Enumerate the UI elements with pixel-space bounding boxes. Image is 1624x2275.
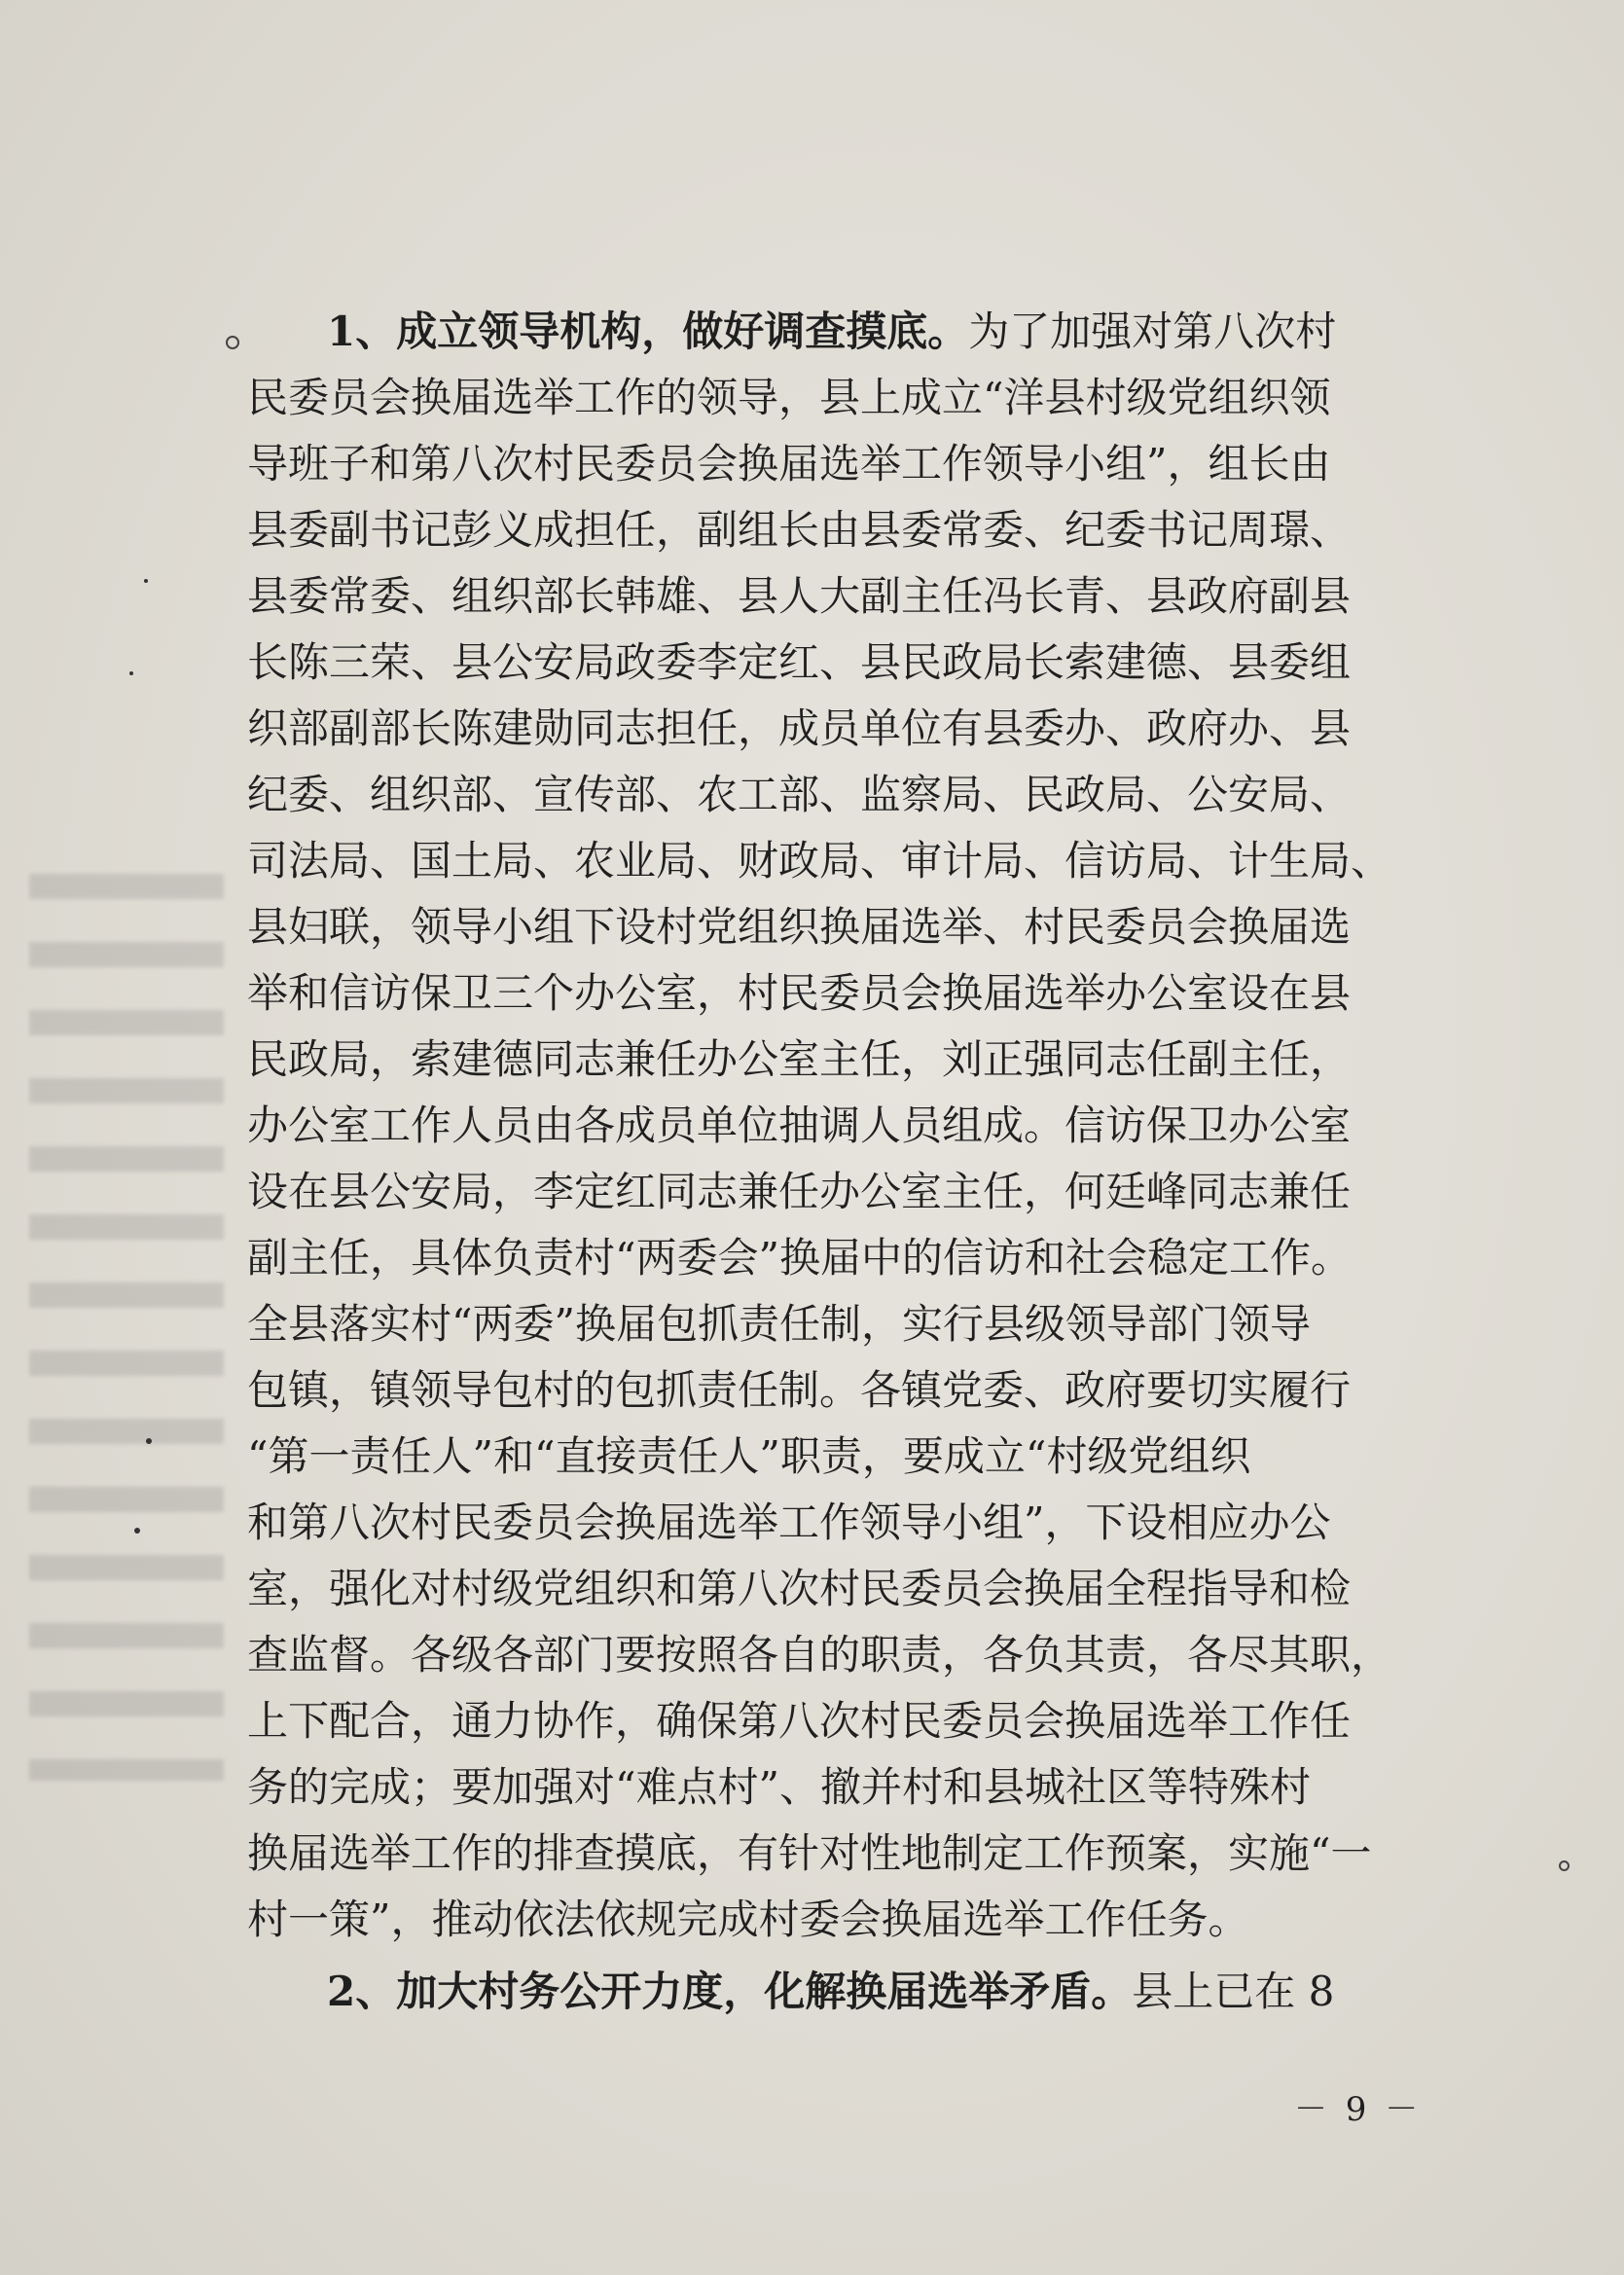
paragraph-line: 上下配合，通力协作，确保第八次村民委员会换届选举工作任	[247, 1697, 1352, 1745]
paragraph-2-line: 2、加大村务公开力度，化解换届选举矛盾。县上已在 8	[327, 1968, 1335, 2015]
paragraph-line: 办公室工作人员由各成员单位抽调人员组成。信访保卫办公室	[247, 1101, 1352, 1149]
paragraph-line: 县委副书记彭义成担任，副组长由县委常委、纪委书记周璟、	[247, 506, 1352, 554]
paragraph-line: 换届选举工作的排查摸底，有针对性地制定工作预案，实施“一	[247, 1829, 1372, 1877]
paragraph-line: 长陈三荣、县公安局政委李定红、县民政局长索建德、县委组	[247, 638, 1352, 686]
scan-speck	[129, 671, 133, 675]
paragraph-line: 民委员会换届选举工作的领导，县上成立“洋县村级党组织领	[247, 374, 1331, 421]
paragraph-line: 查监督。各级各部门要按照各自的职责，各负其责，各尽其职，	[247, 1631, 1392, 1679]
paragraph-line: “第一责任人”和“直接责任人”职责，要成立“村级党组织	[247, 1432, 1251, 1480]
paragraph-line: 纪委、组织部、宣传部、农工部、监察局、民政局、公安局、	[247, 771, 1352, 818]
page-number: － 9 －	[1294, 2090, 1423, 2129]
scan-speck	[226, 336, 239, 349]
paragraph-line: 村一策”，推动依法依规完成村委会换届选举工作任务。	[247, 1896, 1249, 1943]
paragraph-line: 设在县公安局，李定红同志兼任办公室主任，何廷峰同志兼任	[247, 1168, 1352, 1215]
show-through-bleed	[29, 856, 224, 1781]
scan-speck	[146, 1438, 152, 1444]
paragraph-line: 副主任，具体负责村“两委会”换届中的信访和社会稳定工作。	[247, 1234, 1352, 1282]
scan-speck	[134, 1528, 140, 1534]
paragraph-line: 导班子和第八次村民委员会换届选举工作领导小组”，组长由	[247, 440, 1331, 488]
paragraph-line: 务的完成；要加强对“难点村”、撤并村和县城社区等特殊村	[247, 1763, 1311, 1811]
paragraph-line: 县妇联，领导小组下设村党组织换届选举、村民委员会换届选	[247, 903, 1352, 951]
paragraph-line: 室，强化对村级党组织和第八次村民委员会换届全程指导和检	[247, 1565, 1352, 1612]
scan-speck	[1559, 1860, 1570, 1871]
paragraph-line: 司法局、国土局、农业局、财政局、审计局、信访局、计生局、	[247, 837, 1392, 885]
paragraph-line: 包镇，镇领导包村的包抓责任制。各镇党委、政府要切实履行	[247, 1366, 1352, 1414]
paragraph-line: 举和信访保卫三个办公室，村民委员会换届选举办公室设在县	[247, 969, 1352, 1017]
paragraph-line: 县委常委、组织部长韩雄、县人大副主任冯长青、县政府副县	[247, 572, 1352, 620]
paragraph-1-line: 1、成立领导机构，做好调查摸底。为了加强对第八次村	[327, 307, 1337, 355]
scan-speck	[144, 579, 148, 583]
paragraph-line: 全县落实村“两委”换届包抓责任制，实行县级领导部门领导	[247, 1300, 1311, 1348]
paragraph-line: 和第八次村民委员会换届选举工作领导小组”，下设相应办公	[247, 1499, 1331, 1546]
paragraph-line: 民政局，索建德同志兼任办公室主任，刘正强同志任副主任，	[247, 1035, 1352, 1083]
paragraph-line: 织部副部长陈建勋同志担任，成员单位有县委办、政府办、县	[247, 704, 1352, 752]
